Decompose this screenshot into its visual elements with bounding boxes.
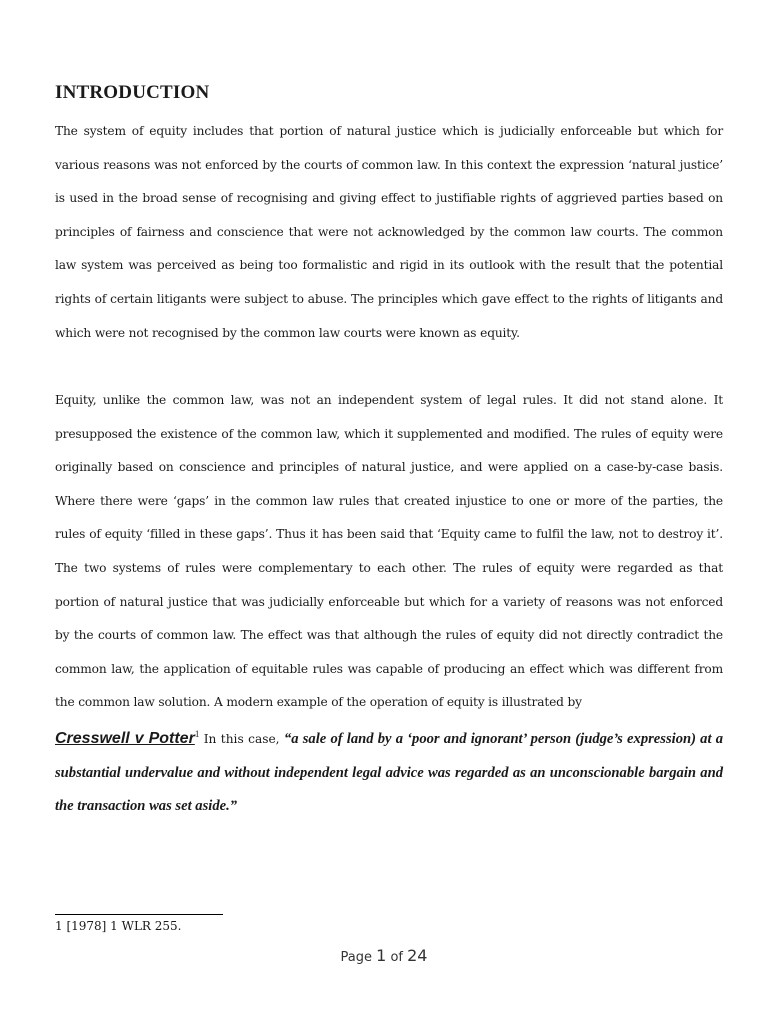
page-indicator bbox=[0, 946, 768, 965]
case-paragraph bbox=[55, 722, 723, 824]
page-label: Page bbox=[340, 950, 372, 965]
current-page: 1 bbox=[376, 946, 387, 965]
total-pages: 24 bbox=[407, 946, 428, 965]
case-quote: “a sale of land by a ‘poor and ignorant’ person (judge’s expression) at a substantial undervalue and without independent legal advice was regarded as an unconscionable bargain and the transaction was set aside.” bbox=[55, 731, 723, 814]
case-name-link[interactable]: Cresswell v Potter bbox=[55, 730, 195, 747]
footnote-divider bbox=[55, 914, 223, 915]
paragraph-2: Equity, unlike the common law, was not an independent system of legal rules. It did not stand alone. It presupposed the existence of the common law, which it supplemented and modified. The rules of equity were originally based on conscience and principles of natural justice, and were applied on a case-by-case basis. Where there were ‘gaps’ in the common law rules that created injustice to one or more of the parties, the rules of equity ‘filled in these gaps’. Thus it has been said that ‘Equity came to fulfil the law, not to destroy it’. The two systems of rules were complementary to each other. The rules of equity were regarded as that portion of natural justice that was judicially enforceable but which for a variety of reasons was not enforced by the courts of common law. The effect was that although the rules of equity did not directly contradict the common law, the application of equitable rules was capable of producing an effect which was different from the common law solution. A modern example of the operation of equity is illustrated by bbox=[55, 393, 723, 710]
of-label: of bbox=[390, 950, 403, 965]
case-intro-text: In this case, bbox=[199, 732, 284, 746]
paragraph-1: The system of equity includes that portion of natural justice which is judicially enforceable but which for various reasons was not enforced by the courts of common law. In this context the expression ‘natural justice’ is used in the broad sense of recognising and giving effect to justifiable rights of aggrieved parties based on principles of fairness and conscience that were not acknowledged by the common law courts. The common law system was perceived as being too formalistic and rigid in its outlook with the result that the potential rights of certain litigants were subject to abuse. The principles which gave effect to the rights of litigants and which were not recognised by the common law courts were known as equity. bbox=[55, 124, 723, 340]
section-heading: INTRODUCTION bbox=[55, 82, 210, 103]
footnote-reference[interactable]: 1 bbox=[194, 729, 200, 740]
footnote: 1 [1978] 1 WLR 255. bbox=[55, 919, 182, 933]
